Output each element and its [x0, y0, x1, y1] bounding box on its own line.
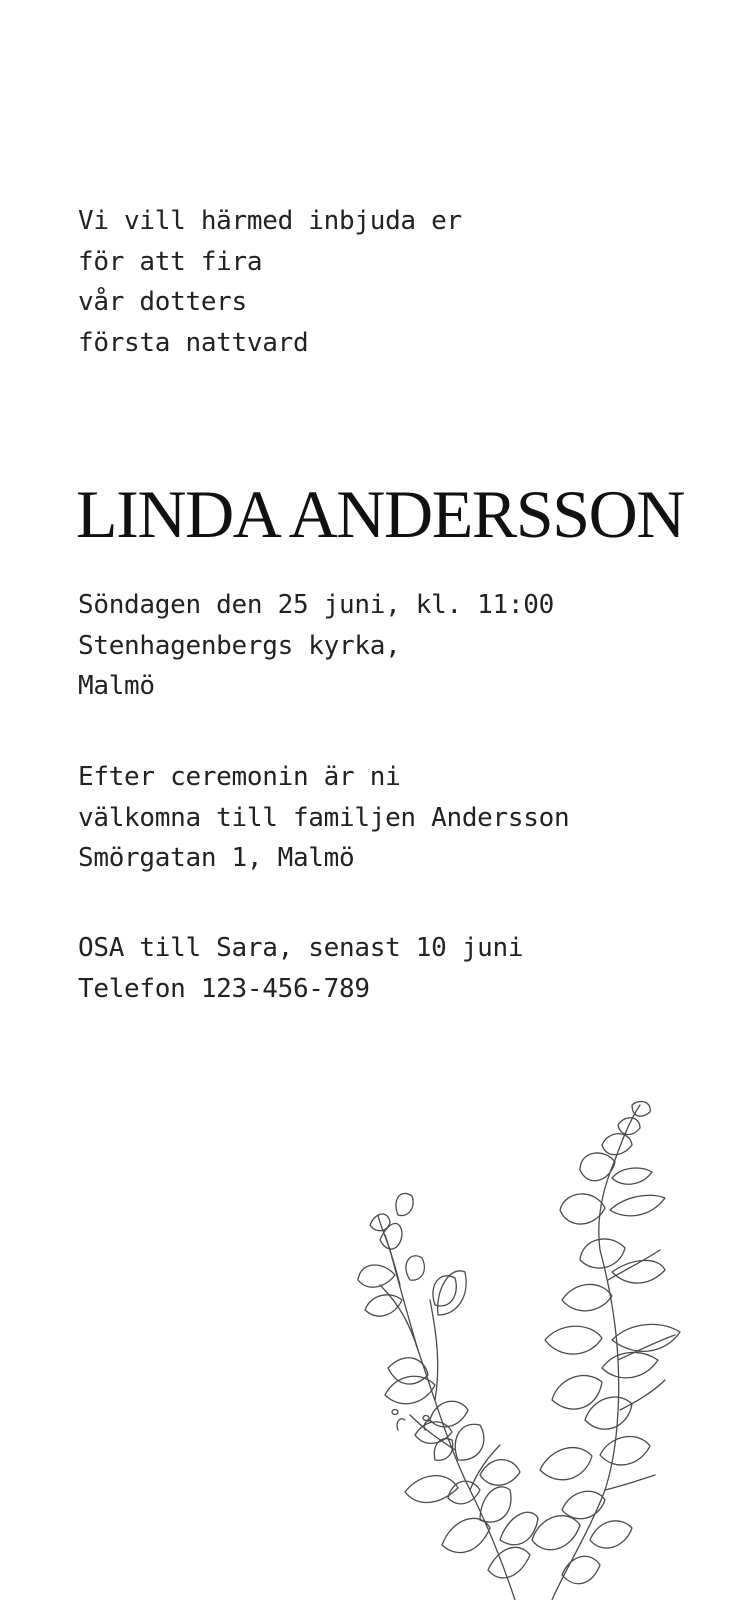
intro-line: första nattvard: [78, 327, 309, 358]
reception-line: välkomna till familjen Andersson: [78, 802, 570, 833]
intro-line: för att fira: [78, 246, 263, 277]
intro-line: vår dotters: [78, 287, 247, 317]
reception-line: Smörgatan 1, Malmö: [78, 843, 355, 873]
event-line: Malmö: [78, 671, 155, 701]
rsvp-line: OSA till Sara, senast 10 juni: [78, 933, 524, 963]
reception-line: Efter ceremonin är ni: [78, 762, 401, 792]
honoree-name: LINDA ANDERSSON: [76, 475, 685, 552]
intro-line: Vi vill härmed inbjuda er: [78, 206, 462, 236]
rsvp-line: Telefon 123-456-789: [78, 973, 370, 1004]
intro-text: [78, 201, 718, 363]
event-details: [78, 585, 718, 707]
event-line: Söndagen den 25 juni, kl. 11:00: [78, 590, 554, 620]
eucalyptus-branch-icon: [340, 1100, 700, 1600]
reception-details: [78, 757, 718, 879]
rsvp-details: [78, 928, 718, 1009]
event-line: Stenhagenbergs kyrka,: [78, 630, 401, 661]
